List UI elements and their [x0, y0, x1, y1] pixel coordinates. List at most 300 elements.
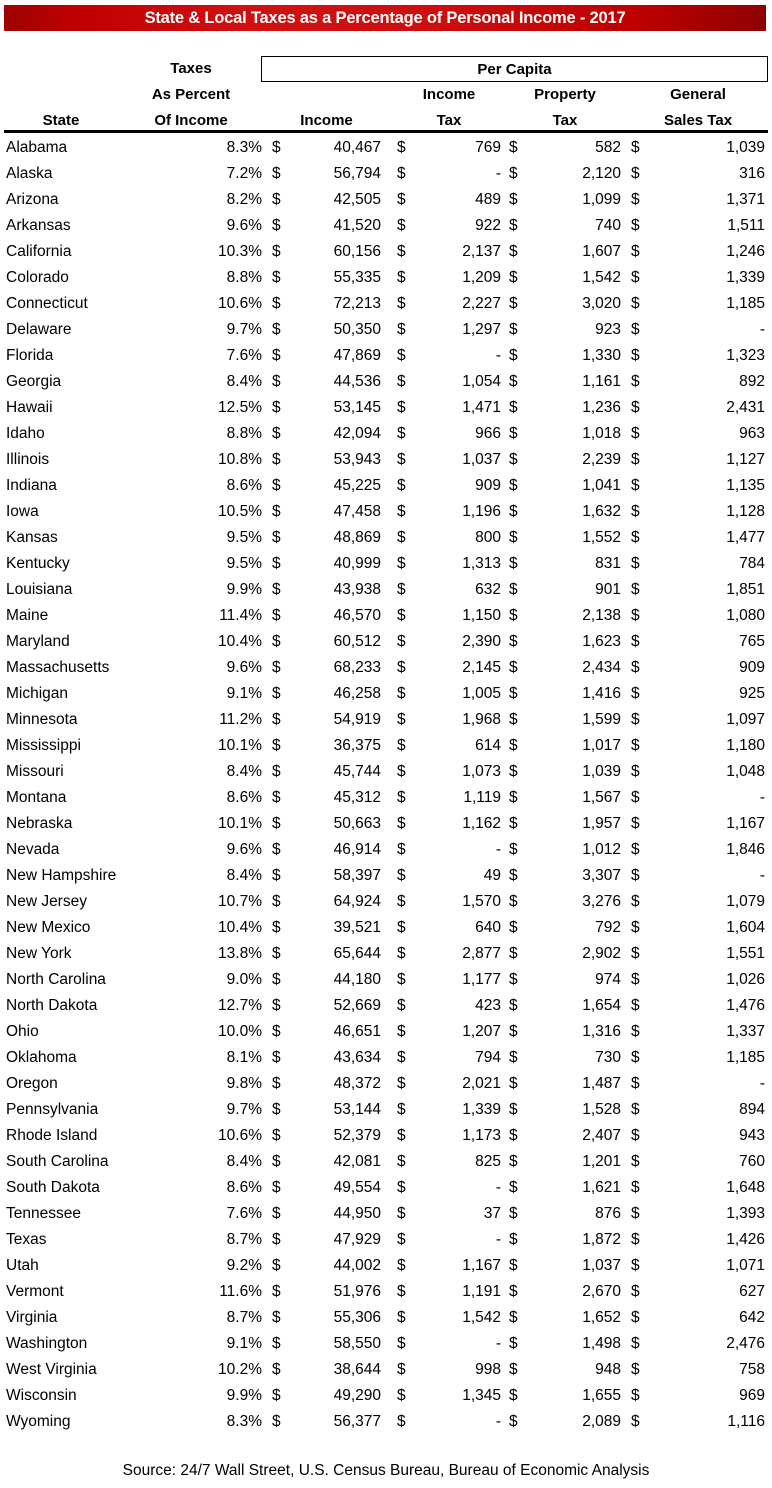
cell-inctax: 1,162: [462, 815, 501, 832]
dollar-sign-property-tax: $: [509, 1101, 518, 1118]
dollar-sign-income: $: [272, 841, 281, 858]
header-divider-rule: [4, 130, 768, 133]
dollar-sign-income: $: [272, 1361, 281, 1378]
dollar-sign-income-tax: $: [397, 685, 406, 702]
cell-state: Wyoming: [6, 1413, 71, 1430]
dollar-sign-income-tax: $: [397, 1361, 406, 1378]
cell-income: 45,225: [333, 477, 381, 494]
cell-salestax: 1,080: [726, 607, 765, 624]
header-sales-tax-line1: General: [670, 86, 726, 103]
dollar-sign-property-tax: $: [509, 893, 518, 910]
cell-income: 40,467: [333, 139, 381, 156]
dollar-sign-sales-tax: $: [631, 503, 640, 520]
cell-pct: 10.4%: [218, 633, 262, 650]
cell-proptax: 1,498: [582, 1335, 621, 1352]
dollar-sign-property-tax: $: [509, 1335, 518, 1352]
dollar-sign-property-tax: $: [509, 1309, 518, 1326]
cell-pct: 11.4%: [219, 607, 262, 624]
dollar-sign-income-tax: $: [397, 581, 406, 598]
cell-pct: 10.8%: [218, 451, 262, 468]
dollar-sign-sales-tax: $: [631, 1413, 640, 1430]
dollar-sign-income: $: [272, 191, 281, 208]
table-row: [0, 395, 772, 421]
cell-inctax: 2,877: [462, 945, 501, 962]
dollar-sign-property-tax: $: [509, 997, 518, 1014]
table-row: [0, 161, 772, 187]
cell-proptax: 1,872: [582, 1231, 621, 1248]
cell-proptax: 740: [595, 217, 621, 234]
cell-salestax: 758: [739, 1361, 765, 1378]
cell-inctax: 1,968: [462, 711, 501, 728]
dollar-sign-sales-tax: $: [631, 607, 640, 624]
table-row: [0, 1279, 772, 1305]
header-income: Income: [300, 112, 353, 129]
cell-pct: 7.6%: [226, 1205, 262, 1222]
dollar-sign-sales-tax: $: [631, 529, 640, 546]
dollar-sign-sales-tax: $: [631, 555, 640, 572]
cell-state: Wisconsin: [6, 1387, 77, 1404]
cell-pct: 8.3%: [226, 1413, 262, 1430]
dollar-sign-sales-tax: $: [631, 763, 640, 780]
header-taxes-line3: Of Income: [154, 112, 228, 129]
cell-income: 49,290: [333, 1387, 381, 1404]
cell-state: Kentucky: [6, 555, 70, 572]
cell-income: 56,377: [333, 1413, 381, 1430]
cell-inctax: 1,207: [462, 1023, 501, 1040]
cell-inctax: 922: [475, 217, 501, 234]
cell-inctax: 769: [475, 139, 501, 156]
cell-state: Oklahoma: [6, 1049, 77, 1066]
cell-proptax: 1,017: [582, 737, 621, 754]
cell-income: 68,233: [333, 659, 381, 676]
cell-salestax: 1,185: [726, 295, 765, 312]
table-row: [0, 655, 772, 681]
cell-salestax: 1,167: [726, 815, 765, 832]
cell-pct: 8.7%: [226, 1309, 262, 1326]
dollar-sign-sales-tax: $: [631, 139, 640, 156]
cell-income: 44,180: [333, 971, 381, 988]
dollar-sign-income: $: [272, 893, 281, 910]
cell-pct: 8.3%: [226, 139, 262, 156]
dollar-sign-sales-tax: $: [631, 1153, 640, 1170]
cell-inctax: 2,021: [462, 1075, 501, 1092]
dollar-sign-sales-tax: $: [631, 1309, 640, 1326]
cell-pct: 10.1%: [218, 815, 262, 832]
dollar-sign-income-tax: $: [397, 971, 406, 988]
dollar-sign-income-tax: $: [397, 659, 406, 676]
cell-proptax: 1,416: [582, 685, 621, 702]
cell-inctax: 1,037: [462, 451, 501, 468]
dollar-sign-sales-tax: $: [631, 685, 640, 702]
dollar-sign-property-tax: $: [509, 711, 518, 728]
cell-salestax: 909: [739, 659, 765, 676]
table-row: [0, 837, 772, 863]
cell-pct: 10.2%: [218, 1361, 262, 1378]
cell-proptax: 1,330: [582, 347, 621, 364]
dollar-sign-sales-tax: $: [631, 945, 640, 962]
table-row: [0, 421, 772, 447]
cell-income: 58,550: [333, 1335, 381, 1352]
cell-income: 56,794: [333, 165, 381, 182]
cell-salestax: 894: [739, 1101, 765, 1118]
cell-state: Oregon: [6, 1075, 58, 1092]
dollar-sign-property-tax: $: [509, 633, 518, 650]
cell-state: North Carolina: [6, 971, 106, 988]
dollar-sign-income-tax: $: [397, 633, 406, 650]
cell-salestax: 943: [739, 1127, 765, 1144]
cell-salestax: 1,851: [726, 581, 765, 598]
dollar-sign-income: $: [272, 139, 281, 156]
cell-inctax: 1,570: [462, 893, 501, 910]
cell-proptax: 1,567: [582, 789, 621, 806]
cell-state: Alabama: [6, 139, 68, 156]
cell-state: Vermont: [6, 1283, 64, 1300]
cell-income: 65,644: [333, 945, 381, 962]
cell-income: 50,350: [333, 321, 381, 338]
cell-inctax: 1,005: [462, 685, 501, 702]
cell-inctax: 49: [483, 867, 501, 884]
dollar-sign-property-tax: $: [509, 945, 518, 962]
dollar-sign-property-tax: $: [509, 971, 518, 988]
cell-proptax: 1,655: [582, 1387, 621, 1404]
table-body: [0, 135, 772, 1435]
table-row: [0, 863, 772, 889]
cell-pct: 8.6%: [226, 477, 262, 494]
cell-state: Pennsylvania: [6, 1101, 99, 1118]
table-row: [0, 291, 772, 317]
cell-proptax: 831: [595, 555, 621, 572]
dollar-sign-property-tax: $: [509, 347, 518, 364]
cell-pct: 9.2%: [226, 1257, 262, 1274]
cell-proptax: 923: [595, 321, 621, 338]
cell-income: 55,306: [333, 1309, 381, 1326]
dollar-sign-sales-tax: $: [631, 711, 640, 728]
cell-state: Maine: [6, 607, 49, 624]
dollar-sign-income: $: [272, 867, 281, 884]
cell-inctax: 1,054: [462, 373, 501, 390]
cell-salestax: 1,371: [726, 191, 765, 208]
cell-proptax: 1,632: [582, 503, 621, 520]
cell-income: 45,744: [333, 763, 381, 780]
dollar-sign-income: $: [272, 555, 281, 572]
cell-inctax: 1,119: [463, 789, 501, 806]
cell-pct: 9.5%: [226, 529, 262, 546]
dollar-sign-income: $: [272, 529, 281, 546]
cell-salestax: 784: [739, 555, 765, 572]
cell-salestax: -: [759, 867, 765, 884]
cell-state: Illinois: [6, 451, 50, 468]
dollar-sign-property-tax: $: [509, 1127, 518, 1144]
cell-pct: 8.6%: [226, 1179, 262, 1196]
cell-pct: 8.7%: [226, 1231, 262, 1248]
cell-salestax: 969: [739, 1387, 765, 1404]
dollar-sign-property-tax: $: [509, 1049, 518, 1066]
cell-proptax: 1,201: [582, 1153, 621, 1170]
cell-salestax: 1,393: [726, 1205, 765, 1222]
table-row: [0, 941, 772, 967]
dollar-sign-income: $: [272, 1231, 281, 1248]
dollar-sign-sales-tax: $: [631, 347, 640, 364]
cell-state: Louisiana: [6, 581, 73, 598]
dollar-sign-income-tax: $: [397, 711, 406, 728]
dollar-sign-income: $: [272, 1413, 281, 1430]
cell-salestax: 892: [739, 373, 765, 390]
cell-salestax: 1,511: [727, 217, 765, 234]
cell-income: 48,869: [333, 529, 381, 546]
dollar-sign-income-tax: $: [397, 841, 406, 858]
dollar-sign-income: $: [272, 425, 281, 442]
dollar-sign-sales-tax: $: [631, 243, 640, 260]
dollar-sign-sales-tax: $: [631, 1361, 640, 1378]
dollar-sign-property-tax: $: [509, 581, 518, 598]
cell-income: 47,458: [333, 503, 381, 520]
dollar-sign-income: $: [272, 451, 281, 468]
dollar-sign-property-tax: $: [509, 529, 518, 546]
cell-income: 47,929: [333, 1231, 381, 1248]
cell-salestax: 760: [739, 1153, 765, 1170]
cell-proptax: 1,652: [582, 1309, 621, 1326]
table-row: [0, 759, 772, 785]
dollar-sign-income-tax: $: [397, 1413, 406, 1430]
dollar-sign-income: $: [272, 945, 281, 962]
dollar-sign-income-tax: $: [397, 1335, 406, 1352]
dollar-sign-income-tax: $: [397, 321, 406, 338]
cell-income: 42,081: [333, 1153, 381, 1170]
dollar-sign-income-tax: $: [397, 1127, 406, 1144]
dollar-sign-income: $: [272, 971, 281, 988]
cell-state: Maryland: [6, 633, 70, 650]
cell-salestax: 1,071: [726, 1257, 765, 1274]
dollar-sign-income-tax: $: [397, 1309, 406, 1326]
cell-salestax: 1,426: [726, 1231, 765, 1248]
dollar-sign-income-tax: $: [397, 1205, 406, 1222]
cell-income: 52,379: [333, 1127, 381, 1144]
dollar-sign-property-tax: $: [509, 659, 518, 676]
cell-income: 47,869: [333, 347, 381, 364]
cell-inctax: 1,542: [462, 1309, 501, 1326]
table-row: [0, 993, 772, 1019]
dollar-sign-sales-tax: $: [631, 893, 640, 910]
cell-proptax: 1,654: [582, 997, 621, 1014]
dollar-sign-income-tax: $: [397, 1023, 406, 1040]
table-row: [0, 1409, 772, 1435]
cell-state: Iowa: [6, 503, 39, 520]
dollar-sign-sales-tax: $: [631, 269, 640, 286]
cell-proptax: 1,316: [582, 1023, 621, 1040]
cell-pct: 8.4%: [226, 867, 262, 884]
cell-salestax: 1,180: [726, 737, 765, 754]
cell-state: Utah: [6, 1257, 39, 1274]
dollar-sign-income: $: [272, 711, 281, 728]
cell-state: Colorado: [6, 269, 69, 286]
dollar-sign-income-tax: $: [397, 1283, 406, 1300]
dollar-sign-property-tax: $: [509, 139, 518, 156]
dollar-sign-income-tax: $: [397, 425, 406, 442]
table-row: [0, 1227, 772, 1253]
table-row: [0, 733, 772, 759]
cell-income: 60,156: [333, 243, 381, 260]
dollar-sign-property-tax: $: [509, 1231, 518, 1248]
cell-pct: 8.8%: [226, 425, 262, 442]
dollar-sign-income: $: [272, 1049, 281, 1066]
cell-pct: 8.4%: [226, 763, 262, 780]
dollar-sign-income: $: [272, 373, 281, 390]
cell-proptax: 2,407: [582, 1127, 621, 1144]
dollar-sign-sales-tax: $: [631, 165, 640, 182]
dollar-sign-property-tax: $: [509, 243, 518, 260]
cell-income: 51,976: [333, 1283, 381, 1300]
dollar-sign-sales-tax: $: [631, 1101, 640, 1118]
dollar-sign-income-tax: $: [397, 269, 406, 286]
table-row: [0, 629, 772, 655]
cell-salestax: 642: [739, 1309, 765, 1326]
cell-pct: 11.6%: [219, 1283, 262, 1300]
table-row: [0, 525, 772, 551]
dollar-sign-income: $: [272, 1153, 281, 1170]
dollar-sign-sales-tax: $: [631, 373, 640, 390]
dollar-sign-income: $: [272, 1023, 281, 1040]
dollar-sign-income: $: [272, 997, 281, 1014]
cell-state: South Dakota: [6, 1179, 100, 1196]
cell-inctax: 1,471: [462, 399, 501, 416]
cell-state: Indiana: [6, 477, 57, 494]
dollar-sign-property-tax: $: [509, 919, 518, 936]
cell-income: 53,943: [333, 451, 381, 468]
dollar-sign-income-tax: $: [397, 737, 406, 754]
header-taxes-line1: Taxes: [170, 60, 212, 77]
table-row: [0, 707, 772, 733]
dollar-sign-income-tax: $: [397, 867, 406, 884]
cell-salestax: -: [759, 1075, 765, 1092]
dollar-sign-income: $: [272, 1283, 281, 1300]
cell-inctax: 632: [475, 581, 501, 598]
dollar-sign-income: $: [272, 1179, 281, 1196]
cell-salestax: 2,431: [726, 399, 765, 416]
cell-income: 36,375: [333, 737, 381, 754]
cell-inctax: -: [495, 1179, 501, 1196]
dollar-sign-income-tax: $: [397, 997, 406, 1014]
cell-state: Hawaii: [6, 399, 53, 416]
cell-income: 53,145: [333, 399, 381, 416]
cell-proptax: 1,039: [582, 763, 621, 780]
header-income-tax-line1: Income: [422, 86, 476, 103]
cell-proptax: 2,089: [582, 1413, 621, 1430]
dollar-sign-property-tax: $: [509, 555, 518, 572]
dollar-sign-property-tax: $: [509, 321, 518, 338]
dollar-sign-sales-tax: $: [631, 1127, 640, 1144]
table-header: [0, 52, 772, 132]
dollar-sign-property-tax: $: [509, 373, 518, 390]
dollar-sign-income: $: [272, 1309, 281, 1326]
dollar-sign-income: $: [272, 1387, 281, 1404]
dollar-sign-property-tax: $: [509, 1023, 518, 1040]
dollar-sign-income-tax: $: [397, 763, 406, 780]
cell-proptax: 1,621: [582, 1179, 621, 1196]
dollar-sign-property-tax: $: [509, 1413, 518, 1430]
dollar-sign-income: $: [272, 1075, 281, 1092]
cell-pct: 9.9%: [226, 581, 262, 598]
dollar-sign-sales-tax: $: [631, 295, 640, 312]
dollar-sign-sales-tax: $: [631, 321, 640, 338]
dollar-sign-income-tax: $: [397, 919, 406, 936]
cell-salestax: 1,039: [726, 139, 765, 156]
cell-pct: 10.3%: [218, 243, 262, 260]
dollar-sign-sales-tax: $: [631, 1387, 640, 1404]
dollar-sign-income: $: [272, 165, 281, 182]
dollar-sign-income-tax: $: [397, 1153, 406, 1170]
cell-proptax: 1,542: [582, 269, 621, 286]
cell-salestax: 1,337: [726, 1023, 765, 1040]
dollar-sign-income-tax: $: [397, 373, 406, 390]
dollar-sign-property-tax: $: [509, 737, 518, 754]
dollar-sign-income-tax: $: [397, 555, 406, 572]
cell-salestax: 1,116: [727, 1413, 765, 1430]
dollar-sign-sales-tax: $: [631, 789, 640, 806]
dollar-sign-sales-tax: $: [631, 1231, 640, 1248]
cell-salestax: 1,135: [726, 477, 765, 494]
dollar-sign-income: $: [272, 243, 281, 260]
cell-pct: 7.6%: [226, 347, 262, 364]
cell-proptax: 2,434: [582, 659, 621, 676]
cell-inctax: 1,209: [462, 269, 501, 286]
cell-state: Montana: [6, 789, 67, 806]
dollar-sign-income: $: [272, 399, 281, 416]
dollar-sign-sales-tax: $: [631, 191, 640, 208]
cell-income: 46,570: [333, 607, 381, 624]
table-row: [0, 1201, 772, 1227]
dollar-sign-income-tax: $: [397, 1387, 406, 1404]
dollar-sign-income: $: [272, 763, 281, 780]
table-row: [0, 1331, 772, 1357]
cell-state: North Dakota: [6, 997, 98, 1014]
cell-proptax: 1,041: [582, 477, 621, 494]
cell-salestax: 765: [739, 633, 765, 650]
dollar-sign-income-tax: $: [397, 1075, 406, 1092]
cell-inctax: 640: [475, 919, 501, 936]
cell-salestax: -: [759, 321, 765, 338]
dollar-sign-income: $: [272, 737, 281, 754]
cell-state: New Mexico: [6, 919, 91, 936]
dollar-sign-sales-tax: $: [631, 217, 640, 234]
cell-proptax: 901: [595, 581, 621, 598]
cell-state: West Virginia: [6, 1361, 97, 1378]
cell-pct: 8.1%: [226, 1049, 262, 1066]
table-row: [0, 811, 772, 837]
cell-state: South Carolina: [6, 1153, 109, 1170]
table-row: [0, 967, 772, 993]
dollar-sign-income-tax: $: [397, 477, 406, 494]
dollar-sign-income: $: [272, 1101, 281, 1118]
dollar-sign-sales-tax: $: [631, 477, 640, 494]
cell-salestax: 963: [739, 425, 765, 442]
cell-salestax: -: [759, 789, 765, 806]
table-row: [0, 551, 772, 577]
cell-state: Rhode Island: [6, 1127, 98, 1144]
table-row: [0, 239, 772, 265]
dollar-sign-sales-tax: $: [631, 919, 640, 936]
cell-pct: 9.6%: [226, 659, 262, 676]
cell-proptax: 1,528: [582, 1101, 621, 1118]
cell-salestax: 1,604: [726, 919, 765, 936]
dollar-sign-sales-tax: $: [631, 633, 640, 650]
cell-income: 54,919: [333, 711, 381, 728]
cell-pct: 9.9%: [226, 1387, 262, 1404]
cell-pct: 9.5%: [226, 555, 262, 572]
dollar-sign-property-tax: $: [509, 867, 518, 884]
table-row: [0, 785, 772, 811]
dollar-sign-income-tax: $: [397, 1257, 406, 1274]
cell-inctax: -: [495, 1335, 501, 1352]
